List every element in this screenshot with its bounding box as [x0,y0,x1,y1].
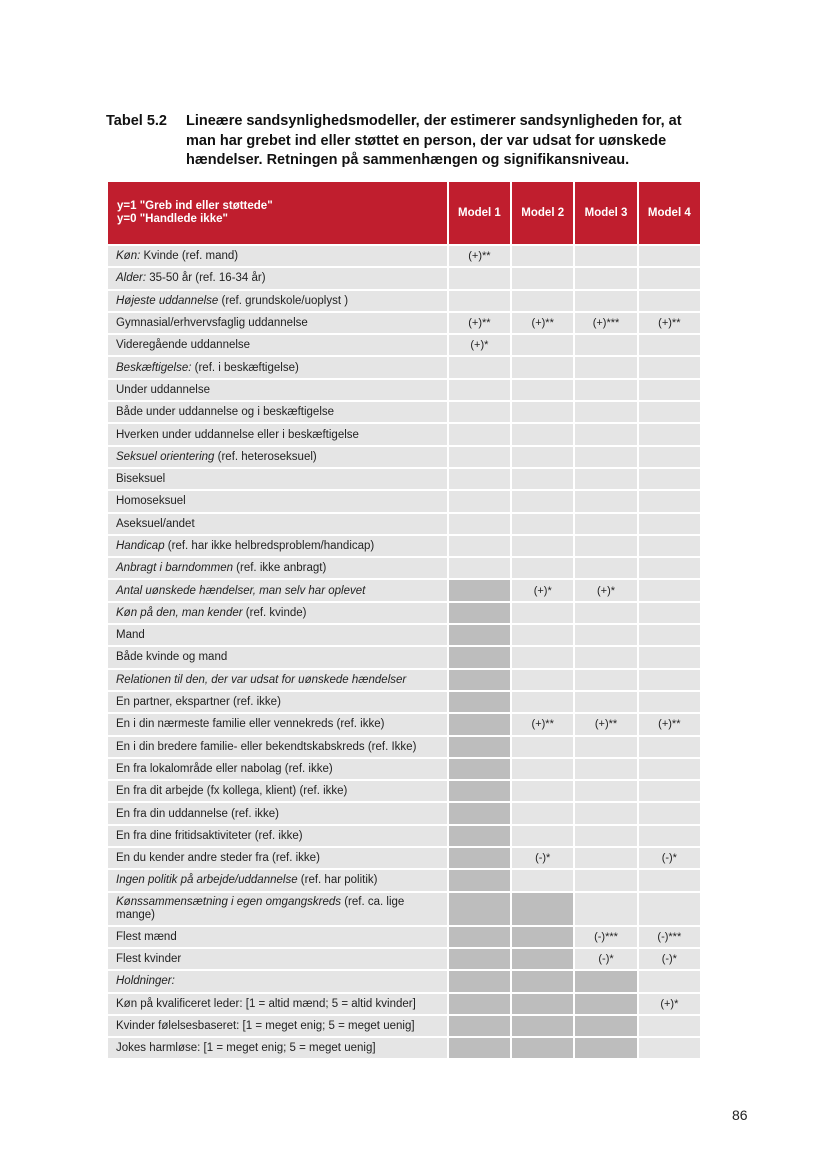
row-label-text: (ref. har politik) [297,874,378,887]
row-label-text: Kvinder følelsesbaseret: [1 = meget enig; 5 = meget uenig] [116,1019,415,1032]
row-label [108,735,447,757]
model-1-cell [449,891,510,925]
model-1-cell [449,355,510,377]
row-label [108,289,447,311]
model-1-cell [449,556,510,578]
model-3-cell [575,868,636,890]
row-label [108,244,447,266]
model-4-cell [639,668,700,690]
row-label [108,467,447,489]
table-row [108,947,700,969]
row-label [108,779,447,801]
model-1-cell [449,289,510,311]
table-row [108,512,700,534]
row-label-italic: Handicap [116,540,165,552]
table-row [108,422,700,444]
model-2-cell [512,1014,573,1036]
row-label-text: (ref. kvinde) [242,606,307,619]
model-2-cell: (+)* [512,578,573,600]
row-label-text: Jokes harmløse: [1 = meget enig; 5 = meget uenig] [116,1042,376,1055]
model-3-cell [575,601,636,623]
model-2-cell [512,601,573,623]
model-2-cell [512,1036,573,1058]
row-label-text: (ref. ikke anbragt) [232,562,327,575]
model-4-cell [639,534,700,556]
row-label [108,578,447,600]
model-2-cell [512,378,573,400]
table-row [108,445,700,467]
table-row [108,992,700,1014]
model-3-cell [575,779,636,801]
header-model-2: Model 2 [512,182,573,244]
model-4-cell [639,757,700,779]
model-1-cell [449,467,510,489]
model-3-cell [575,690,636,712]
model-2-cell [512,266,573,288]
model-1-cell [449,992,510,1014]
model-2-cell [512,645,573,667]
model-2-cell [512,244,573,266]
table-title: Lineære sandsynlighedsmodeller, der estimerer sandsynligheden for, at man har grebet ind eller støttet en person, der var udsat for uønskede hændelser. Retningen på sammenhængen og signifikansniveau. [186,113,682,168]
model-1-cell [449,1014,510,1036]
model-4-cell: (+)* [639,992,700,1014]
table-row [108,969,700,991]
model-3-cell [575,846,636,868]
model-1-cell [449,868,510,890]
row-label-text: (ref. heteroseksuel) [214,450,317,463]
table-row [108,400,700,422]
model-3-cell [575,824,636,846]
row-label-text: Videregående uddannelse [116,339,251,352]
model-3-cell: (+)** [575,712,636,734]
model-3-cell [575,333,636,355]
model-4-cell [639,690,700,712]
row-label [108,534,447,556]
row-label [108,969,447,991]
model-3-cell [575,355,636,377]
row-label-text: En fra dine fritidsaktiviteter (ref. ikke) [116,829,303,842]
row-label [108,757,447,779]
model-1-cell [449,735,510,757]
table-row [108,467,700,489]
table-row [108,779,700,801]
model-1-cell [449,712,510,734]
model-4-cell [639,1036,700,1058]
row-label [108,445,447,467]
model-1-cell [449,445,510,467]
table-row [108,489,700,511]
model-4-cell [639,801,700,823]
model-2-cell [512,891,573,925]
model-3-cell: (-)* [575,947,636,969]
model-3-cell [575,645,636,667]
table-row [108,668,700,690]
row-label-text: En fra dit arbejde (fx kollega, klient) (ref. ikke) [116,785,348,798]
row-label-italic: Køn på den, man kender [116,606,243,619]
model-4-cell: (-)*** [639,925,700,947]
model-4-cell [639,445,700,467]
table-row [108,244,700,266]
table-row [108,645,700,667]
model-4-cell [639,378,700,400]
row-label-text: (ref. grundskole/uoplyst ) [218,294,349,307]
table-row [108,1014,700,1036]
table-row [108,846,700,868]
model-2-cell [512,422,573,444]
model-1-cell [449,690,510,712]
model-1-cell [449,645,510,667]
model-4-cell [639,355,700,377]
model-4-cell [639,623,700,645]
model-3-cell [575,400,636,422]
model-1-cell [449,512,510,534]
model-2-cell [512,289,573,311]
row-label-text: Hverken under uddannelse eller i beskæftigelse [116,428,359,441]
model-2-cell [512,668,573,690]
table-caption [106,112,706,171]
model-2-cell [512,400,573,422]
row-label-italic: Relationen til den, der var udsat for uønskede hændelser [116,673,407,686]
model-1-cell [449,489,510,511]
row-label-italic: Ingen politik på arbejde/uddannelse [116,874,298,887]
model-4-cell [639,824,700,846]
row-label-text: Gymnasial/erhvervsfaglig uddannelse [116,317,308,330]
model-4-cell [639,244,700,266]
model-1-cell [449,378,510,400]
model-1-cell [449,801,510,823]
header-row [108,182,700,244]
model-2-cell [512,992,573,1014]
row-label [108,1036,447,1058]
model-3-cell [575,489,636,511]
row-label [108,355,447,377]
row-label [108,645,447,667]
model-2-cell [512,801,573,823]
row-label-text: Aseksuel/andet [116,517,195,530]
model-2-cell [512,690,573,712]
model-4-cell [639,489,700,511]
model-3-cell [575,244,636,266]
model-1-cell [449,623,510,645]
model-4-cell [639,735,700,757]
table-row [108,757,700,779]
row-label-italic: Kønssammensætning i egen omgangskreds [116,895,342,908]
model-4-cell [639,891,700,925]
header-model-1: Model 1 [449,182,510,244]
model-4-cell [639,422,700,444]
model-2-cell [512,355,573,377]
model-1-cell [449,846,510,868]
model-2-cell: (-)* [512,846,573,868]
table-row [108,1036,700,1058]
row-label [108,846,447,868]
model-3-cell [575,289,636,311]
model-4-cell: (+)** [639,712,700,734]
model-3-cell: (+)*** [575,311,636,333]
row-label-text: Både under uddannelse og i beskæftigelse [116,406,335,419]
model-3-cell [575,422,636,444]
row-label-text: Homoseksuel [116,495,186,508]
model-1-cell [449,824,510,846]
row-label-italic: Højeste uddannelse [116,294,219,307]
row-label [108,489,447,511]
table-row [108,868,700,890]
model-2-cell [512,757,573,779]
header-model-3: Model 3 [575,182,636,244]
model-3-cell: (-)*** [575,925,636,947]
model-4-cell [639,333,700,355]
model-3-cell [575,735,636,757]
table-row [108,690,700,712]
model-2-cell [512,925,573,947]
row-label [108,801,447,823]
model-4-cell [639,266,700,288]
model-2-cell [512,779,573,801]
model-3-cell [575,556,636,578]
row-label [108,690,447,712]
row-label [108,311,447,333]
row-label-italic: Antal uønskede hændelser, man selv har oplevet [116,584,366,597]
row-label [108,512,447,534]
row-label-italic: Anbragt i barndommen [116,562,233,575]
model-2-cell: (+)** [512,712,573,734]
row-label-text: (ref. har ikke helbredsproblem/handicap) [164,540,375,552]
row-label-text: En fra lokalområde eller nabolag (ref. ikke) [116,762,333,775]
model-2-cell [512,445,573,467]
table-row [108,378,700,400]
model-3-cell [575,801,636,823]
model-3-cell [575,969,636,991]
model-2-cell [512,969,573,991]
model-1-cell: (+)** [449,244,510,266]
row-label-text: En i din nærmeste familie eller vennekreds (ref. ikke) [116,718,385,731]
table-row [108,824,700,846]
table-row [108,266,700,288]
row-label [108,947,447,969]
model-4-cell [639,467,700,489]
model-2-cell [512,333,573,355]
model-3-cell [575,1014,636,1036]
row-label-text: 35-50 år (ref. 16-34 år) [146,272,266,285]
model-1-cell [449,947,510,969]
model-2-cell [512,735,573,757]
table-row [108,333,700,355]
row-label-text: (ref. i beskæftigelse) [191,361,299,374]
table-row [108,891,700,925]
table-row [108,578,700,600]
model-1-cell [449,422,510,444]
row-label-text: Mand [116,629,145,642]
header-variable-cell [108,182,447,244]
row-label [108,925,447,947]
model-2-cell [512,489,573,511]
row-label [108,623,447,645]
row-label [108,266,447,288]
row-label-italic: Holdninger: [116,975,175,988]
row-label-text: En du kender andre steder fra (ref. ikke) [116,852,320,865]
model-3-cell [575,992,636,1014]
row-label-italic: Beskæftigelse: [116,361,192,374]
model-3-cell [575,534,636,556]
model-4-cell: (-)* [639,846,700,868]
row-label-text: En i din bredere familie- eller bekendtskabskreds (ref. Ikke) [116,740,417,753]
model-4-cell [639,1014,700,1036]
row-label [108,891,447,925]
model-4-cell [639,601,700,623]
model-3-cell [575,266,636,288]
model-2-cell [512,868,573,890]
model-4-cell [639,969,700,991]
table-row [108,712,700,734]
model-1-cell [449,1036,510,1058]
model-3-cell [575,1036,636,1058]
row-label [108,333,447,355]
row-label [108,400,447,422]
model-3-cell [575,445,636,467]
model-4-cell [639,400,700,422]
row-label-text: Både kvinde og mand [116,651,228,664]
model-2-cell [512,947,573,969]
row-label [108,378,447,400]
row-label-text: Flest mænd [116,930,177,943]
model-4-cell: (+)** [639,311,700,333]
model-4-cell: (-)* [639,947,700,969]
model-4-cell [639,645,700,667]
model-1-cell [449,266,510,288]
table-row [108,925,700,947]
model-1-cell [449,925,510,947]
row-label-text: En fra din uddannelse (ref. ikke) [116,807,280,820]
model-1-cell [449,969,510,991]
row-label-italic: Køn: [116,250,141,263]
model-1-cell [449,668,510,690]
model-3-cell [575,668,636,690]
table-row [108,311,700,333]
model-2-cell [512,512,573,534]
table-body [108,244,700,1058]
model-3-cell [575,891,636,925]
row-label [108,824,447,846]
model-1-cell [449,779,510,801]
model-1-cell: (+)** [449,311,510,333]
table-row [108,556,700,578]
model-2-cell [512,556,573,578]
table-row [108,601,700,623]
header-y0: y=0 "Handlede ikke" [117,213,228,225]
row-label-text: Biseksuel [116,473,166,486]
model-1-cell: (+)* [449,333,510,355]
model-2-cell [512,824,573,846]
row-label-text: Flest kvinder [116,953,182,966]
header-model-4: Model 4 [639,182,700,244]
table-row [108,735,700,757]
model-3-cell [575,467,636,489]
row-label [108,556,447,578]
row-label-text: (ref. ca. lige mange) [116,895,405,921]
model-1-cell [449,757,510,779]
table-row [108,623,700,645]
row-label-text: En partner, ekspartner (ref. ikke) [116,696,281,709]
row-label [108,601,447,623]
table-row [108,534,700,556]
model-4-cell [639,512,700,534]
row-label-text: Køn på kvalificeret leder: [1 = altid mænd; 5 = altid kvinder] [116,997,416,1010]
model-4-cell [639,779,700,801]
row-label-text: Under uddannelse [116,383,210,396]
model-1-cell [449,534,510,556]
model-2-cell: (+)** [512,311,573,333]
row-label-italic: Seksuel orientering [116,450,215,463]
row-label [108,422,447,444]
model-1-cell [449,400,510,422]
model-3-cell: (+)* [575,578,636,600]
model-3-cell [575,378,636,400]
model-3-cell [575,512,636,534]
model-4-cell [639,289,700,311]
table-row [108,355,700,377]
page-number: 86 [732,1107,748,1123]
model-2-cell [512,467,573,489]
row-label-text: Kvinde (ref. mand) [140,250,239,263]
header-y1: y=1 "Greb ind eller støttede" [117,200,273,212]
row-label [108,868,447,890]
row-label [108,712,447,734]
row-label [108,992,447,1014]
table-label: Tabel 5.2 [106,113,167,129]
model-2-cell [512,623,573,645]
table-row [108,289,700,311]
row-label [108,668,447,690]
regression-table [106,182,702,1058]
model-1-cell [449,578,510,600]
model-4-cell [639,868,700,890]
model-4-cell [639,578,700,600]
model-2-cell [512,534,573,556]
model-3-cell [575,623,636,645]
row-label-italic: Alder: [116,272,147,285]
model-3-cell [575,757,636,779]
model-4-cell [639,556,700,578]
model-1-cell [449,601,510,623]
row-label [108,1014,447,1036]
table-row [108,801,700,823]
